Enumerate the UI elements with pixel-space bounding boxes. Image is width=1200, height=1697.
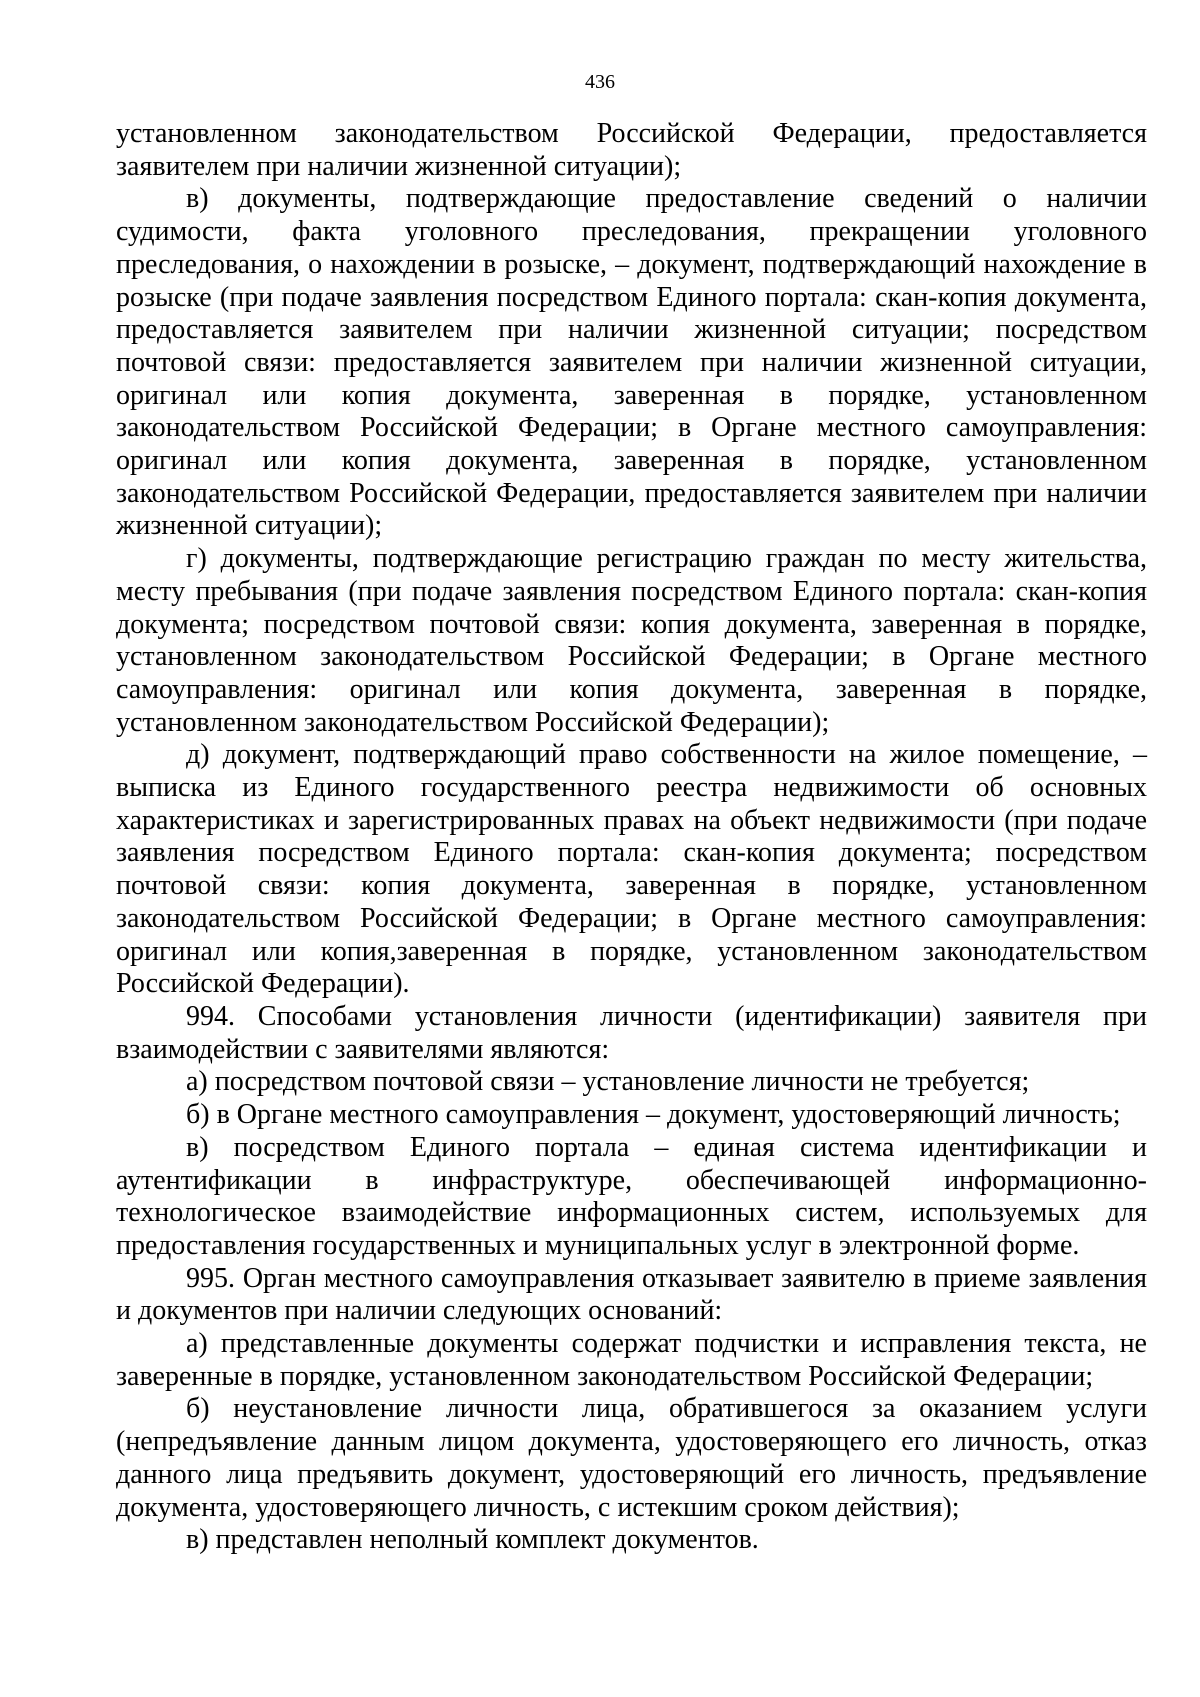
paragraph-clause-994-b: б) в Органе местного самоуправления – документ, удостоверяющий личность;: [186, 1099, 1121, 1131]
paragraph-clause-994: 994. Способами установления личности (идентификации) заявителя при взаимодействии с заявителями являются:: [116, 1000, 1147, 1065]
paragraph-clause-994-a: а) посредством почтовой связи – установление личности не требуется;: [186, 1066, 1030, 1098]
paragraph-clause-995-b: б) неустановление личности лица, обратившегося за оказанием услуги (непредъявление данным лицом документа, удостоверяющего его личность, отказ данного лица предъявить документ, удостоверяющий его личность, предъявление документа, удостоверяющего личность, с истекшим сроком действия);: [116, 1393, 1147, 1523]
document-body: [116, 118, 1147, 1557]
paragraph-item-g-registration: г) документы, подтверждающие регистрацию граждан по месту жительства, месту пребывания (при подаче заявления посредством Единого портала: скан-копия документа; посредством почтовой связи: копия документа, заверенная в порядке, установленном законодательством Российской Федерации; в Органе местного самоуправления: оригинал или копия документа, заверенная в порядке, установленном законодательством Российской Федерации);: [116, 543, 1147, 738]
paragraph-clause-995-v: в) представлен неполный комплект документов.: [186, 1524, 759, 1556]
paragraph-item-v-criminal-record: в) документы, подтверждающие предоставление сведений о наличии судимости, факта уголовного преследования, прекращении уголовного преследования, о нахождении в розыске, – документ, подтверждающий нахождение в розыске (при подаче заявления посредством Единого портала: скан-копия документа, предоставляется заявителем при наличии жизненной ситуации; посредством почтовой связи: предоставляется заявителем при наличии жизненной ситуации, оригинал или копия документа, заверенная в порядке, установленном законодательством Российской Федерации; в Органе местного самоуправления: оригинал или копия документа, заверенная в порядке, установленном законодательством Российской Федерации, предоставляется заявителем при наличии жизненной ситуации);: [116, 183, 1147, 542]
paragraph-clause-995: 995. Орган местного самоуправления отказывает заявителю в приеме заявления и документов при наличии следующих оснований:: [116, 1262, 1147, 1327]
paragraph-continuation: установленном законодательством Российской Федерации, предоставляется заявителем при наличии жизненной ситуации);: [116, 118, 1147, 182]
paragraph-clause-994-v: в) посредством Единого портала – единая система идентификации и аутентификации в инфраструктуре, обеспечивающей информационно-технологическое взаимодействие информационных систем, используемых для предоставления государственных и муниципальных услуг в электронной форме.: [116, 1131, 1147, 1261]
paragraph-clause-995-a: а) представленные документы содержат подчистки и исправления текста, не заверенные в порядке, установленном законодательством Российской Федерации;: [116, 1328, 1147, 1392]
page-number: 436: [585, 71, 615, 93]
paragraph-item-d-ownership: д) документ, подтверждающий право собственности на жилое помещение, – выписка из Единого государственного реестра недвижимости об основных характеристиках и зарегистрированных правах на объект недвижимости (при подаче заявления посредством Единого портала: скан-копия документа; посредством почтовой связи: копия документа, заверенная в порядке, установленном законодательством Российской Федерации; в Органе местного самоуправления: оригинал или копия,заверенная в порядке, установленном законодательством Российской Федерации).: [116, 739, 1147, 1000]
